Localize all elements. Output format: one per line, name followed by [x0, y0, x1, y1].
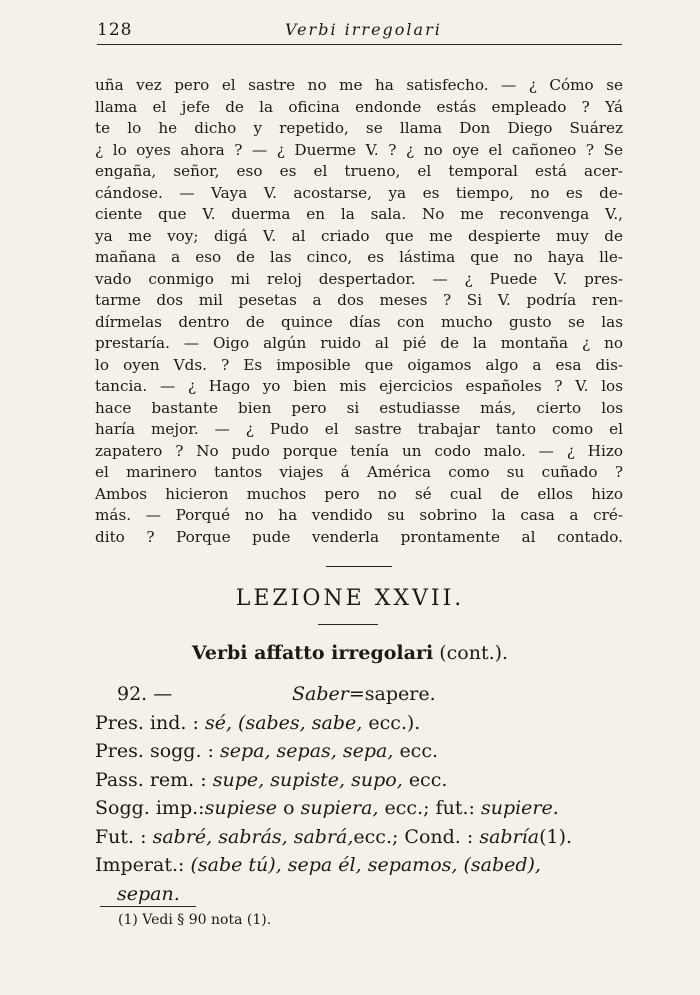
section-title — [0, 642, 700, 664]
row-pass-rem — [95, 766, 625, 795]
tense-label: Pass. rem. : — [95, 768, 207, 791]
paragraph-line: dito ? Porque pude venderla prontamente al contado. — [95, 527, 623, 546]
tense-forms: supe, supiste, supo, — [212, 768, 403, 791]
row-pres-ind — [95, 709, 625, 738]
tense-tail: ecc. — [399, 740, 439, 762]
conjunction-o: o — [283, 797, 295, 819]
tense-forms: (sabe tú), sepa él, sepamos, (sabed), — [190, 854, 541, 876]
tense-forms: sé, (sabes, sabe, — [204, 711, 363, 734]
footnote-ref: (1). — [539, 825, 573, 848]
paragraph-line: Ambos hicieron muchos pero no sé cual de ellos hizo — [95, 484, 623, 503]
tense-label: Pres. sogg. : — [95, 740, 214, 762]
verb-heading-row — [95, 680, 625, 709]
row-imperat — [95, 851, 625, 880]
paragraph-line: llama el jefe de la oficina endonde estás empleado ? Yá — [95, 97, 623, 116]
section-title-bold: Verbi affatto irregolari — [191, 642, 434, 664]
tense-form: supiese — [204, 797, 278, 819]
paragraph-line: vado conmigo mi reloj despertador. — ¿ Puede V. pres- — [95, 269, 623, 288]
paragraph-line: mañana a eso de las cinco, es lástima que no haya lle- — [95, 248, 623, 266]
tense-label: Pres. ind. : — [95, 711, 199, 734]
verb-infinitive: Saber — [292, 683, 349, 705]
section-title-rest: (cont.). — [433, 642, 509, 664]
tense-tail: ecc.). — [368, 711, 421, 734]
tense-tail: ecc. — [408, 768, 448, 791]
paragraph-line: uña vez pero el sastre no me ha satisfecho. — ¿ Cómo se — [95, 76, 623, 94]
paragraph-line: engaña, señor, eso es el trueno, el temporal está acer- — [95, 162, 623, 180]
tense-label: Sogg. imp.: — [95, 797, 205, 819]
tense-form: supiere. — [480, 797, 559, 819]
lesson-title: LEZIONE XXVII. — [235, 586, 465, 611]
tense-mid: ecc.; fut.: — [384, 797, 475, 819]
paragraph-line: dírmelas dentro de quince días con mucho gusto se las — [95, 312, 623, 331]
row-fut — [95, 823, 625, 852]
paragraph-line: más. — Porqué no ha vendido su sobrino la casa a cré- — [95, 506, 623, 524]
paragraph-line: ¿ lo oyes ahora ? — ¿ Duerme V. ? ¿ no oye el cañoneo ? Se — [95, 140, 623, 159]
paragraph-line: prestaría. — Oigo algún ruido al pié de la montaña ¿ no — [95, 334, 623, 352]
tense-forms: sepan. — [117, 882, 180, 905]
row-imperat-cont — [95, 880, 625, 909]
footnote: (1) Vedi § 90 nota (1). — [118, 912, 272, 928]
lesson-underline — [318, 624, 378, 625]
rule-number: 92. — — [117, 683, 173, 705]
row-pres-sogg — [95, 737, 625, 766]
paragraph-line: haría mejor. — ¿ Pudo el sastre trabajar tanto como el — [95, 420, 623, 438]
tense-label: Fut. : — [95, 825, 147, 848]
cond-form: sabría — [479, 825, 540, 848]
footnote-rule — [100, 906, 196, 907]
paragraph-line: tancia. — ¿ Hago yo bien mis ejercicios españoles ? V. los — [95, 377, 623, 395]
tense-label: Imperat.: — [95, 854, 185, 876]
paragraph-line: cándose. — Vaya V. acostarse, ya es tiempo, no es de- — [95, 183, 623, 202]
conjugation-table — [95, 680, 625, 908]
paragraph-line: el marinero tantos viajes á América como su cuñado ? — [95, 463, 623, 481]
paragraph-line: ciente que V. duerma en la sala. No me reconvenga V., — [95, 205, 623, 223]
verb-meaning: sapere. — [364, 683, 436, 705]
paragraph-line: zapatero ? No pudo porque tenía un codo malo. — ¿ Hizo — [95, 441, 623, 460]
exercise-paragraph — [95, 75, 623, 548]
row-sogg-imp — [95, 794, 625, 823]
paragraph-line: hace bastante bien pero si estudiasse más, cierto los — [95, 398, 623, 417]
tense-forms: sabré, sabrás, sabrá, — [152, 825, 354, 848]
tense-form: supiera, — [300, 797, 379, 819]
section-divider — [326, 566, 392, 567]
running-title: Verbi irregolari — [285, 20, 442, 39]
paragraph-line: tarme dos mil pesetas a dos meses ? Si V. podría ren- — [95, 291, 623, 309]
page-number: 128 — [97, 20, 133, 40]
paragraph-line: lo oyen Vds. ? Es imposible que oigamos algo a esa dis- — [95, 355, 623, 374]
paragraph-line: te lo he dicho y repetido, se llama Don Diego Suárez — [95, 119, 623, 137]
tense-mid: ecc.; Cond. : — [353, 825, 474, 848]
running-header — [97, 20, 622, 45]
tense-forms: sepa, sepas, sepa, — [219, 740, 394, 762]
equals-sign: = — [348, 683, 365, 705]
paragraph-line: ya me voy; digá V. al criado que me despierte muy de — [95, 226, 623, 245]
